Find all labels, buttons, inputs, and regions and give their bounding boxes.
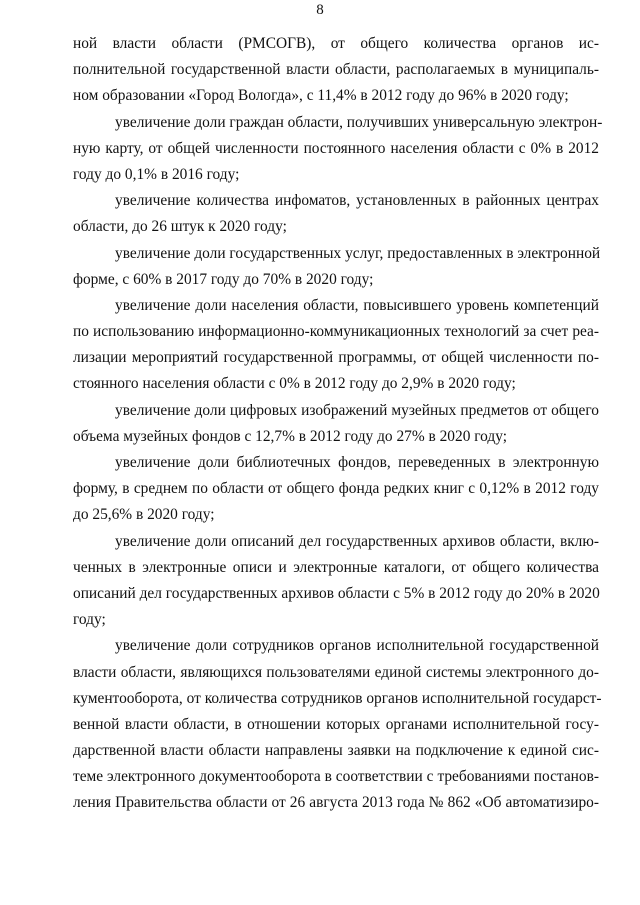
text-line: увеличение доли библиотечных фондов, переведенных в электронную [115,454,599,471]
text-line: увеличение доли государственных услуг, предоставленных в электронной [115,244,601,262]
text-line: ной власти области (РМСОГВ), от общего количества органов ис- [73,35,599,52]
text-line: ном образовании «Город Вологда», с 11,4% в 2012 году до 96% в 2020 году; [73,87,569,105]
text-line: ную карту, от общей численности постоянного населения области с 0% в 2012 [73,139,599,157]
text-line: увеличение доли граждан области, получивших универсальную электрон- [115,113,603,131]
text-line: описаний дел государственных архивов области с 5% в 2012 году до 20% в 2020 [73,584,600,602]
text-line: венной власти области, в отношении которых органами исполнительной госу- [73,715,599,733]
text-line: увеличение доли цифровых изображений музейных предметов от общего [115,401,599,419]
text-line: форму, в среднем по области от общего фонда редких книг с 0,12% в 2012 году [73,480,599,498]
text-line: власти области, являющихся пользователями единой системы электронного до- [73,663,599,681]
text-line: полнительной государственной власти области, располагаемых в муниципаль- [73,61,599,79]
text-line: лизации мероприятий государственной программы, от общей численности по- [73,349,599,367]
page-number: 8 [316,2,324,18]
text-line: кументооборота, от количества сотрудников органов исполнительной государст- [73,689,602,707]
text-line: теме электронного документооборота в соответствии с требованиями постанов- [73,768,599,786]
body-text [73,31,603,817]
text-line: по использованию информационно-коммуникационных технологий за счет реа- [73,323,599,341]
text-line: области, до 26 штук к 2020 году; [73,218,287,236]
text-line: ченных в электронные описи и электронные каталоги, от общего количества [73,558,599,576]
text-line: до 25,6% в 2020 году; [73,506,215,524]
text-line: форме, с 60% в 2017 году до 70% в 2020 году; [73,270,374,288]
text-line: увеличение доли сотрудников органов исполнительной государственной [115,637,599,655]
text-line: году; [73,611,106,629]
text-line: стоянного населения области с 0% в 2012 году до 2,9% в 2020 году; [73,375,516,393]
text-line: увеличение доли населения области, повысившего уровень компетенций [115,296,599,314]
text-line: объема музейных фондов с 12,7% в 2012 году до 27% в 2020 году; [73,427,508,445]
text-line: году до 0,1% в 2016 году; [73,165,240,183]
text-line: увеличение доли описаний дел государственных архивов области, вклю- [115,532,599,550]
text-line: увеличение количества инфоматов, установленных в районных центрах [115,192,599,210]
text-line: дарственной власти области направлены заявки на подключение к единой сис- [73,742,599,760]
text-line: ления Правительства области от 26 августа 2013 года № 862 «Об автоматизиро- [73,794,599,812]
